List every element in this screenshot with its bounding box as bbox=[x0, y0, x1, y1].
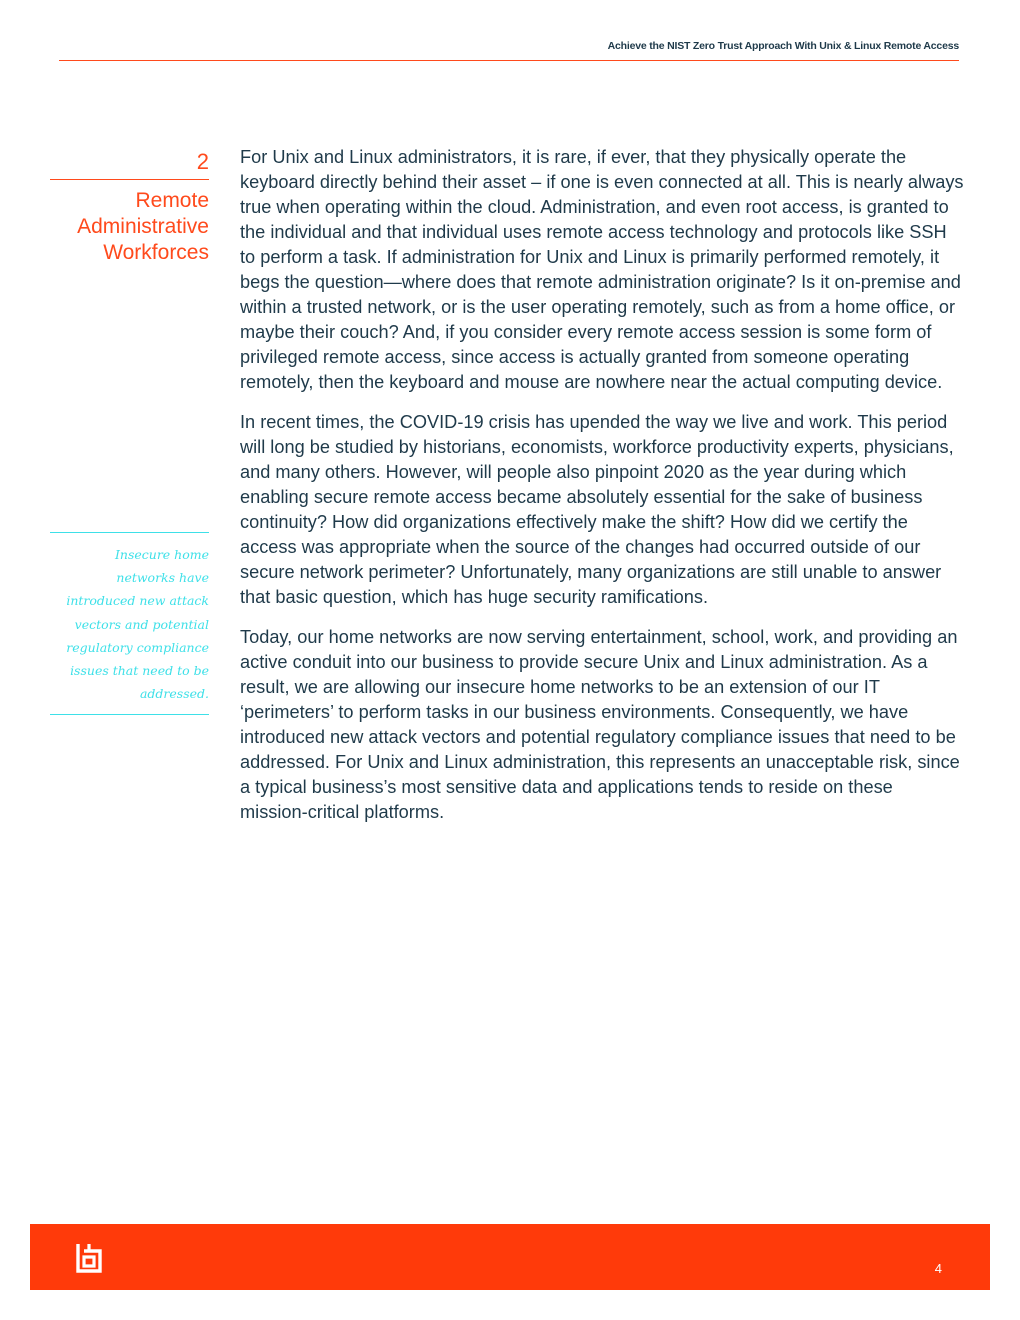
beyondtrust-logo-icon bbox=[74, 1240, 104, 1276]
pull-quote-line: vectors and potential bbox=[74, 616, 209, 632]
pull-quote-line: issues that need to be bbox=[70, 663, 209, 679]
body-text bbox=[240, 145, 964, 840]
body-paragraph: In recent times, the COVID-19 crisis has upended the way we live and work. This period will long be studied by historians, economists, workforce productivity experts, physicians, and many others. However, will people also pinpoint 2020 as the year during which enabling secure remote access became absolutely essential for the sake of business continuity? How did organizations effectively make the shift? How did we certify the access was appropriate when the source of the changes had occurred outside of our secure network perimeter? Unfortunately, many organizations are still unable to answer that basic question, which has huge security ramifications. bbox=[240, 412, 954, 607]
section-title-line: Administrative bbox=[77, 215, 209, 238]
pull-quote-line: introduced new attack bbox=[66, 593, 209, 609]
pull-quote-line: regulatory compliance bbox=[66, 639, 209, 655]
section-number: 2 bbox=[50, 148, 209, 180]
pull-quote-line: addressed. bbox=[139, 686, 209, 702]
section-title bbox=[50, 188, 209, 266]
page-header bbox=[59, 38, 959, 61]
pull-quote bbox=[50, 532, 209, 715]
pull-quote-line: Insecure home bbox=[114, 547, 209, 562]
pull-quote-line: networks have bbox=[116, 570, 209, 586]
document-title: Achieve the NIST Zero Trust Approach With Unix & Linux Remote Access bbox=[607, 40, 959, 52]
page-footer bbox=[30, 1224, 990, 1290]
page-number: 4 bbox=[934, 1261, 942, 1276]
section-sidebar bbox=[50, 148, 209, 266]
body-paragraph: For Unix and Linux administrators, it is rare, if ever, that they physically operate the keyboard directly behind their asset – if one is even connected at all. This is nearly always true when operating within the cloud. Administration, and even root access, is granted to the individual and that individual uses remote access technology and protocols like SSH to perform a task. If administration for Unix and Linux is primarily performed remotely, it begs the question—where does that remote administration originate? Is it on-premise and within a trusted network, or is the user operating remotely, such as from a home office, or maybe their couch? And, if you consider every remote access session is some form of privileged remote access, since access is actually granted from someone operating remotely, then the keyboard and mouse are nowhere near the actual computing device. bbox=[240, 147, 964, 392]
section-title-line: Workforces bbox=[103, 241, 209, 264]
body-paragraph: Today, our home networks are now serving entertainment, school, work, and providing an active conduit into our business to provide secure Unix and Linux administration. As a result, we are allowing our insecure home networks to be an extension of our IT ‘perimeters’ to perform tasks in our business environments. Consequently, we have introduced new attack vectors and potential regulatory compliance issues that need to be addressed. For Unix and Linux administration, this represents an unacceptable risk, since a typical business’s most sensitive data and applications tends to reside on these mission-critical platforms. bbox=[240, 627, 960, 822]
section-title-line: Remote bbox=[135, 189, 209, 212]
